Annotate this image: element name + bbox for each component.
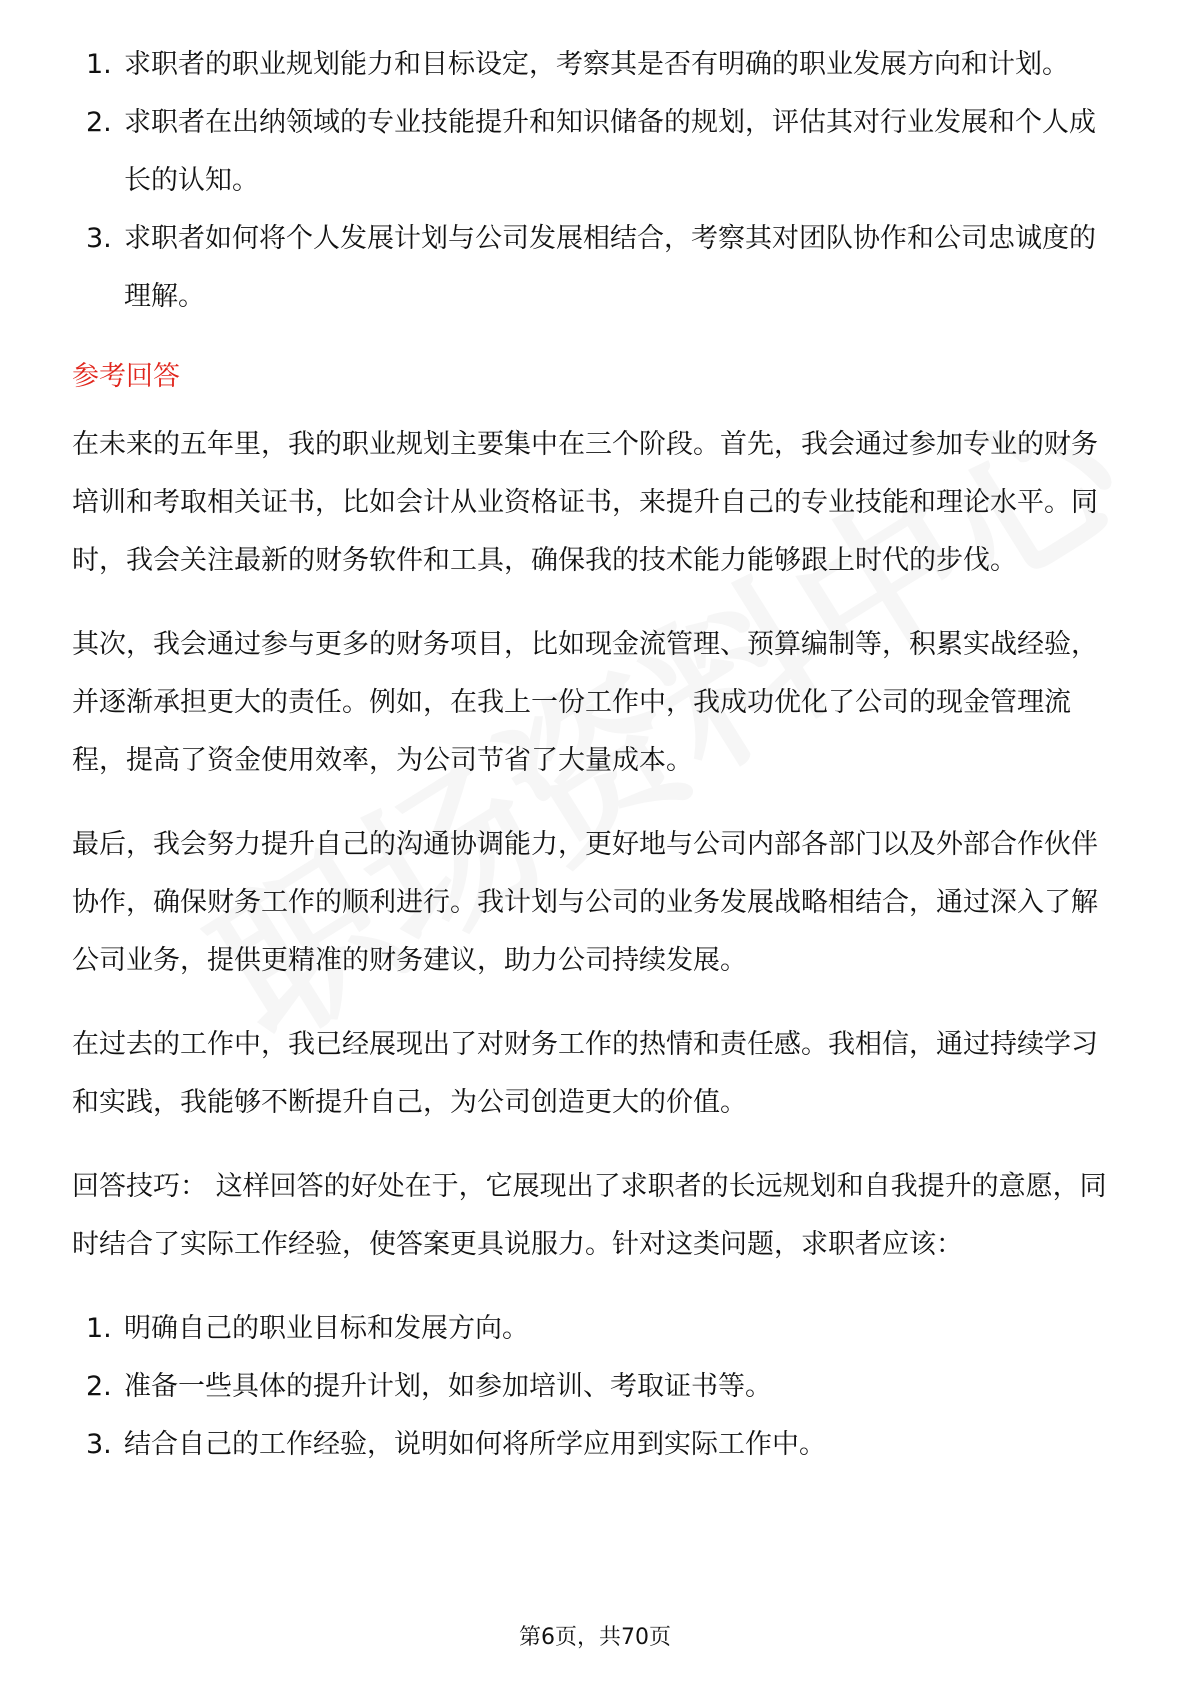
list-item-number: 3. — [86, 223, 112, 254]
list-item-text: 准备一些具体的提升计划，如参加培训、考取证书等。 — [124, 1371, 772, 1402]
answer-paragraph: 在未来的五年里，我的职业规划主要集中在三个阶段。首先，我会通过参加专业的财务培训和考取相关证书，比如会计从业资格证书，来提升自己的专业技能和理论水平。同时，我会关注最新的财务软件和工具，确保我的技术能力能够跟上时代的步伐。 — [72, 429, 1098, 576]
page-content — [72, 36, 1122, 1474]
list-item-number: 2. — [86, 1371, 112, 1402]
answer-paragraph: 最后，我会努力提升自己的沟通协调能力，更好地与公司内部各部门以及外部合作伙伴协作，确保财务工作的顺利进行。我计划与公司的业务发展战略相结合，通过深入了解公司业务，提供更精准的财务建议，助力公司持续发展。 — [72, 829, 1098, 976]
list-item — [72, 1300, 1122, 1358]
list-item — [72, 36, 1122, 94]
list-item — [72, 1416, 1122, 1474]
list-item — [72, 94, 1122, 210]
answer-paragraph: 其次，我会通过参与更多的财务项目，比如现金流管理、预算编制等，积累实战经验，并逐渐承担更大的责任。例如，在我上一份工作中，我成功优化了公司的现金管理流程，提高了资金使用效率，为公司节省了大量成本。 — [72, 629, 1098, 776]
list-item-number: 2. — [86, 107, 112, 138]
list-item — [72, 210, 1122, 326]
tips-paragraph: 回答技巧： 这样回答的好处在于，它展现出了求职者的长远规划和自我提升的意愿，同时结合了实际工作经验，使答案更具说服力。针对这类问题，求职者应该： — [72, 1171, 1107, 1260]
list-item-text: 求职者的职业规划能力和目标设定，考察其是否有明确的职业发展方向和计划。 — [124, 49, 1069, 80]
answer-paragraph: 在过去的工作中，我已经展现出了对财务工作的热情和责任感。我相信，通过持续学习和实践，我能够不断提升自己，为公司创造更大的价值。 — [72, 1029, 1098, 1118]
list-item-text: 结合自己的工作经验，说明如何将所学应用到实际工作中。 — [124, 1429, 826, 1460]
page-number-footer: 第6页，共70页 — [519, 1625, 671, 1650]
list-item-number: 1. — [86, 1313, 112, 1344]
evaluation-points-list — [72, 36, 1122, 326]
list-item-text: 明确自己的职业目标和发展方向。 — [124, 1313, 529, 1344]
tips-list — [72, 1300, 1122, 1474]
list-item-text: 求职者在出纳领域的专业技能提升和知识储备的规划，评估其对行业发展和个人成长的认知。 — [124, 107, 1096, 196]
list-item-number: 1. — [86, 49, 112, 80]
list-item — [72, 1358, 1122, 1416]
section-heading: 参考回答 — [72, 361, 180, 392]
list-item-text: 求职者如何将个人发展计划与公司发展相结合，考察其对团队协作和公司忠诚度的理解。 — [124, 223, 1096, 312]
list-item-number: 3. — [86, 1429, 112, 1460]
